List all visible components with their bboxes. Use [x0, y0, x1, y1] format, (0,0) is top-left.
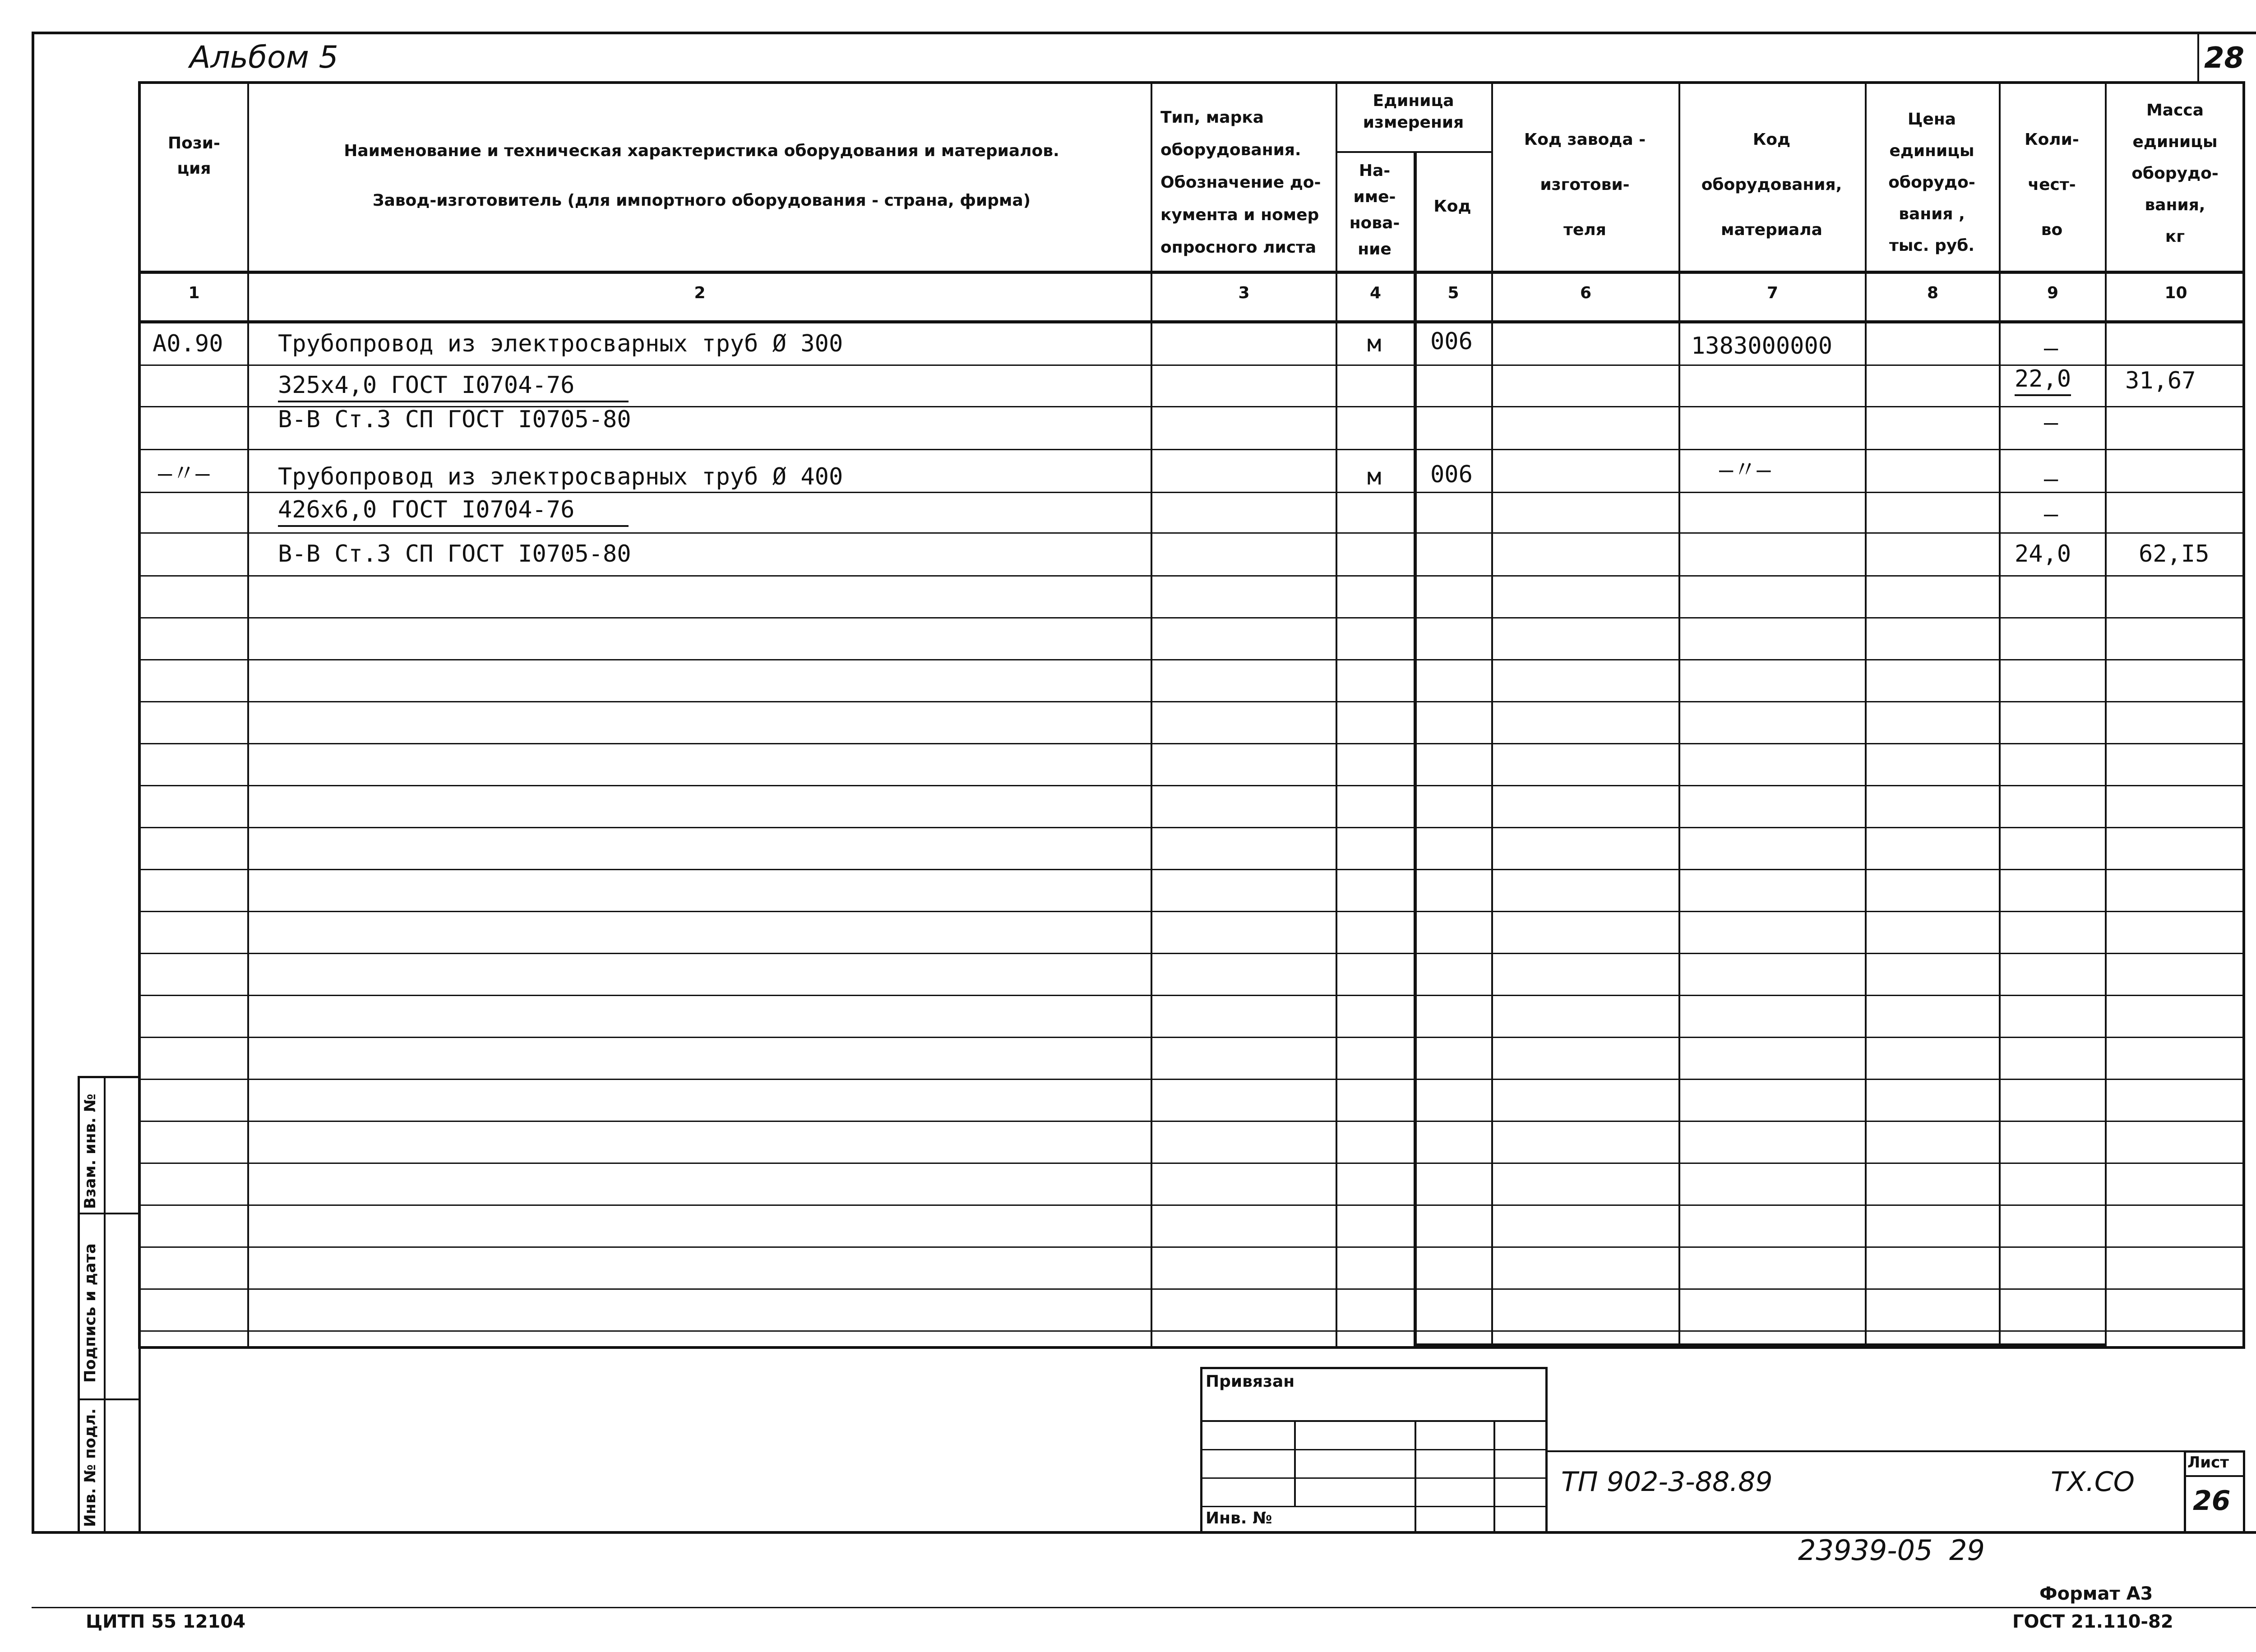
row-line [138, 532, 2245, 534]
row-line [138, 617, 2245, 618]
row3-name: В-В Ст.3 СП ГОСТ I0705-80 [278, 406, 631, 433]
privyazan-line-3 [1200, 1477, 1548, 1479]
header-unit-code: Код [1433, 197, 1471, 216]
colnum-10: 10 [2164, 284, 2187, 302]
row1-code: 006 [1430, 328, 1473, 355]
row1-qty: – [2044, 335, 2058, 362]
doc-code: ТХ.СО [2051, 1466, 2135, 1498]
inventory-sheet: 29 [1949, 1534, 1985, 1567]
row-line [138, 911, 2245, 912]
col-line-6 [1678, 81, 1680, 1349]
left-margin-mark [32, 63, 33, 582]
col-line-8 [1999, 81, 2001, 1349]
row2-name: 325х4,0 ГОСТ I0704-76 [278, 371, 629, 402]
row-line [138, 659, 2245, 660]
col-line-3 [1336, 81, 1337, 1349]
privyazan-line-4 [1200, 1506, 1548, 1507]
header-equip-code: Код оборудования, материала [1701, 130, 1842, 239]
header-unit: Единица измерения [1363, 92, 1464, 132]
privyazan-line-1 [1200, 1420, 1548, 1422]
col-line-5 [1491, 81, 1493, 1349]
row2-mass: 31,67 [2125, 367, 2196, 394]
row4-unit: м [1367, 463, 1382, 490]
row-line [138, 449, 2245, 450]
sheet-box-line [2184, 1475, 2245, 1477]
row-line [138, 701, 2245, 702]
row-line [138, 575, 2245, 577]
row5-qty: – [2044, 501, 2058, 528]
privyazan-vline-3 [1493, 1420, 1495, 1534]
qty-block-bottom [1414, 1343, 2105, 1347]
row-line [138, 995, 2245, 996]
printer-label: ЦИТП 55 12104 [86, 1611, 246, 1632]
col-line-2 [1151, 81, 1152, 1349]
colnum-3: 3 [1238, 284, 1250, 302]
header-bottom-line [138, 271, 2245, 274]
row6-mass: 62,I5 [2139, 540, 2210, 568]
row-line [138, 785, 2245, 786]
row3-qty: – [2044, 409, 2058, 436]
title-top-line [1548, 1450, 2245, 1452]
sheet-label: Лист [2187, 1454, 2229, 1472]
standard-label: ГОСТ 21.110-82 [2012, 1611, 2173, 1632]
row5-name: 426х6,0 ГОСТ I0704-76 [278, 495, 629, 527]
colnum-2: 2 [694, 284, 706, 302]
inv-no-label: Инв. № [1206, 1509, 1272, 1527]
col-line-1 [247, 81, 249, 1349]
row4-name: Трубопровод из электросварных труб Ø 400 [278, 463, 843, 490]
row4-equip-code: –〃– [1719, 457, 1771, 484]
row1-position: А0.90 [153, 330, 223, 357]
album-label: Альбом 5 [190, 40, 338, 75]
privyazan-line-2 [1200, 1449, 1548, 1450]
side-stamp-split [104, 1076, 106, 1534]
row1-equip-code: 1383000000 [1691, 332, 1833, 360]
side-stamp-line-2 [78, 1398, 141, 1400]
bottom-rule [32, 1607, 2256, 1608]
row-line [138, 827, 2245, 828]
row4-position: –〃– [158, 460, 210, 487]
row-line [138, 365, 2245, 366]
header-name: Наименование и техническая характеристика оборудования и материалов. Завод-изготовитель (для импортного оборудования - страна, фирма) [344, 142, 1059, 210]
colnum-1: 1 [188, 284, 200, 302]
row-line [138, 1246, 2245, 1248]
col-line-7 [1865, 81, 1867, 1349]
header-mass: Масса единицы оборудо- вания, кг [2131, 101, 2219, 246]
colnum-7: 7 [1766, 284, 1779, 302]
row-line [138, 869, 2245, 870]
colnum-bottom-line [138, 320, 2245, 323]
sheet-number: 26 [2193, 1485, 2231, 1517]
header-unit-name: На- име- нова- ние [1349, 162, 1400, 258]
row4-qty: – [2044, 466, 2058, 493]
format-label: Формат А3 [2039, 1583, 2153, 1604]
header-position: Пози- ция [168, 134, 220, 178]
row-line [138, 1121, 2245, 1122]
header-factory: Код завода - изготови- теля [1524, 130, 1646, 239]
privyazan-label: Привязан [1206, 1372, 1295, 1391]
privyazan-vline-1 [1294, 1420, 1296, 1506]
row6-qty: 24,0 [2015, 540, 2071, 568]
colnum-5: 5 [1447, 284, 1459, 302]
side-stamp-line-1 [78, 1213, 141, 1214]
colnum-4: 4 [1369, 284, 1382, 302]
privyazan-vline-2 [1415, 1420, 1416, 1534]
col-line-9 [2105, 81, 2107, 1349]
row-line [138, 1288, 2245, 1290]
header-qty: Коли- чест- во [2025, 130, 2079, 239]
colnum-6: 6 [1580, 284, 1592, 302]
row2-qty: 22,0 [2015, 365, 2071, 396]
row-line [138, 492, 2245, 493]
row-line [138, 1204, 2245, 1206]
header-price: Цена единицы оборудо- вания , тыс. руб. [1888, 110, 1975, 255]
page-number-divider [2197, 32, 2199, 81]
row-line [138, 1037, 2245, 1038]
side-stamp-podpis: Подпись и дата [81, 1243, 99, 1383]
row-line [138, 1330, 2245, 1332]
row-line [138, 1079, 2245, 1080]
row-line [138, 1163, 2245, 1164]
row1-name: Трубопровод из электросварных труб Ø 300 [278, 330, 843, 357]
page-number: 28 [2204, 42, 2245, 75]
row-line [138, 743, 2245, 744]
colnum-9: 9 [2047, 284, 2059, 302]
row1-unit: м [1367, 330, 1382, 357]
col-line-4 [1414, 151, 1417, 1349]
row4-code: 006 [1430, 461, 1473, 488]
project-code: ТП 902-3-88.89 [1561, 1466, 1773, 1498]
side-stamp-inv-podl: Инв. № подл. [81, 1408, 99, 1527]
row6-name: В-В Ст.3 СП ГОСТ I0705-80 [278, 540, 631, 568]
header-type: Тип, марка оборудования. Обозначение до- кумента и номер опросного листа [1160, 108, 1321, 257]
side-stamp-vzam: Взам. инв. № [81, 1094, 99, 1209]
inventory-number: 23939-05 [1798, 1534, 1933, 1567]
colnum-8: 8 [1927, 284, 1939, 302]
row-line [138, 953, 2245, 954]
